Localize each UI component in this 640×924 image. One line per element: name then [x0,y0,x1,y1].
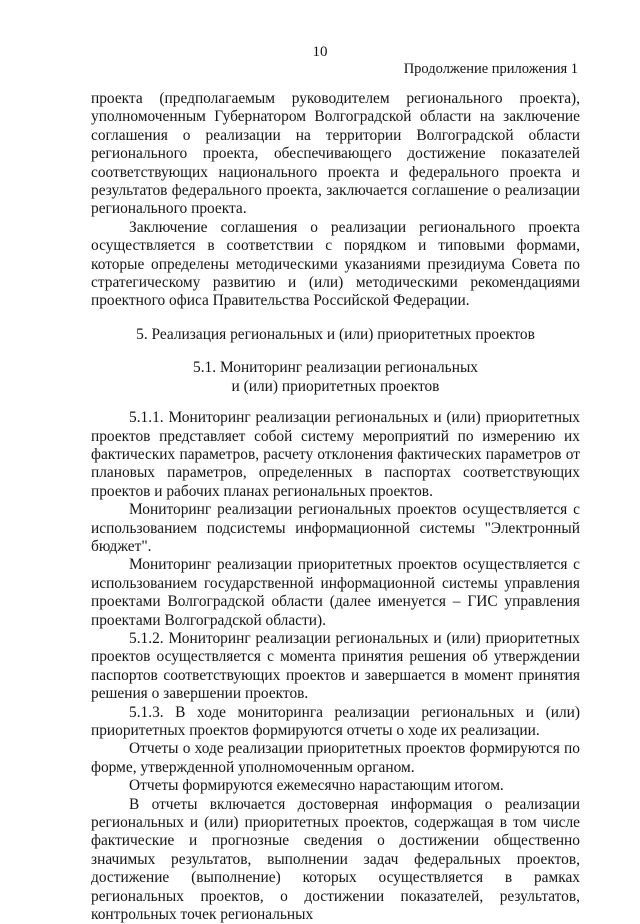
paragraph: Отчеты о ходе реализации приоритетных проектов формируются по форме, утвержденной уполномоченным органом. [91,740,580,776]
paragraph: проекта (предполагаемым руководителем регионального проекта), уполномоченным Губернатором Волгоградской области на заключение соглашения о реализации на территории Волгоградской области регионального проекта, обеспечивающего достижение показателей соответствующих национального проекта и федерального проекта и результатов федерального проекта, заключается соглашение о реализации регионального проекта. [91,90,580,218]
paragraph: 5.1.3. В ходе мониторинга реализации региональных и (или) приоритетных проектов формируются отчеты о ходе их реализации. [91,703,580,739]
document-body [91,90,580,924]
section-heading: 5. Реализация региональных и (или) приоритетных проектов [136,325,535,343]
paragraph: В отчеты включается достоверная информация о реализации региональных и (или) приоритетных проектов, содержащая в том числе фактические и прогнозные сведения о достижении общественно значимых результатов, выполнении задач федеральных проектов, достижение (выполнение) которых осуществляется в рамках региональных проектов, о достижении показателей, результатов, контрольных точек региональных [91,795,580,924]
paragraph: Мониторинг реализации приоритетных проектов осуществляется с использованием государственной информационной системы управления проектами Волгоградской области (далее именуется – ГИС управления проектами Волгоградской области). [91,556,580,629]
page-number: 10 [312,44,328,60]
paragraph: Отчеты формируются ежемесячно нарастающим итогом. [129,777,504,795]
paragraph: Заключение соглашения о реализации регионального проекта осуществляется в соответствии с порядком и типовыми формами, которые определены методическими указаниями президиума Совета по стратегическому развитию и (или) методическими рекомендациями проектного офиса Правительства Российской Федерации. [91,218,580,310]
paragraph: 5.1.2. Мониторинг реализации региональных и (или) приоритетных проектов осуществляется с момента принятия решения об утверждении паспортов соответствующих проектов и завершается в момент принятия решения о завершении проектов. [91,629,580,703]
subsection-heading-line-2: и (или) приоритетных проектов [231,377,440,395]
subsection-heading-line-1: 5.1. Мониторинг реализации региональных [193,359,478,377]
paragraph: Мониторинг реализации региональных проектов осуществляется с использованием подсистемы информационной системы "Электронный бюджет". [91,501,580,555]
paragraph: 5.1.1. Мониторинг реализации региональных и (или) приоритетных проектов представляет собой систему мероприятий по измерению их фактических параметров, расчету отклонения фактических параметров от плановых параметров, определенных в паспортах соответствующих проектов и рабочих планах региональных проектов. [91,409,580,500]
appendix-continuation-note: Продолжение приложения 1 [403,61,578,77]
